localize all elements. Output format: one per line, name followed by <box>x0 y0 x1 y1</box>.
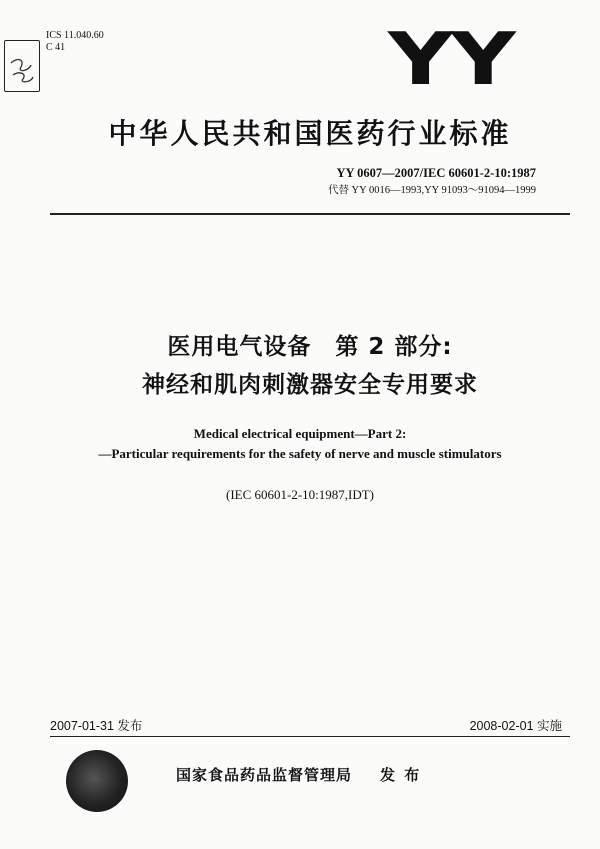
issue-label: 发 布 <box>380 766 422 784</box>
publish-date: 2007-01-31 发布 <box>50 719 143 733</box>
implement-date: 2008-02-01 实施 <box>469 719 562 733</box>
header-divider <box>50 213 570 215</box>
standard-number: YY 0607—2007/IEC 60601-2-10:1987 <box>336 166 536 180</box>
yy-logo: YY <box>388 17 514 101</box>
publisher-name: 国家食品药品监督管理局 <box>176 766 353 784</box>
title-cn-line1: 医用电气设备 第 2 部分: <box>167 334 453 360</box>
ics-code: ICS 11.040.60 <box>46 30 104 41</box>
replaces-note: 代替 YY 0016—1993,YY 91093～91094—1999 <box>327 185 536 196</box>
title-en-line2: —Particular requirements for the safety of nerve and muscle stimulators <box>98 446 502 461</box>
footer-divider <box>50 736 570 737</box>
stamp-mark <box>4 40 40 92</box>
issuing-organization-title: 中华人民共和国医药行业标准 <box>108 117 512 150</box>
classification-codes <box>46 30 104 54</box>
title-cn-line2: 神经和肌肉刺激器安全专用要求 <box>142 372 478 398</box>
ccs-code: C 41 <box>46 42 66 53</box>
title-en-line1: Medical electrical equipment—Part 2: <box>193 426 407 441</box>
stamp-scribble-icon <box>5 41 39 91</box>
equivalence-note: (IEC 60601-2-10:1987,IDT) <box>225 487 375 502</box>
publisher-seal <box>66 750 128 812</box>
